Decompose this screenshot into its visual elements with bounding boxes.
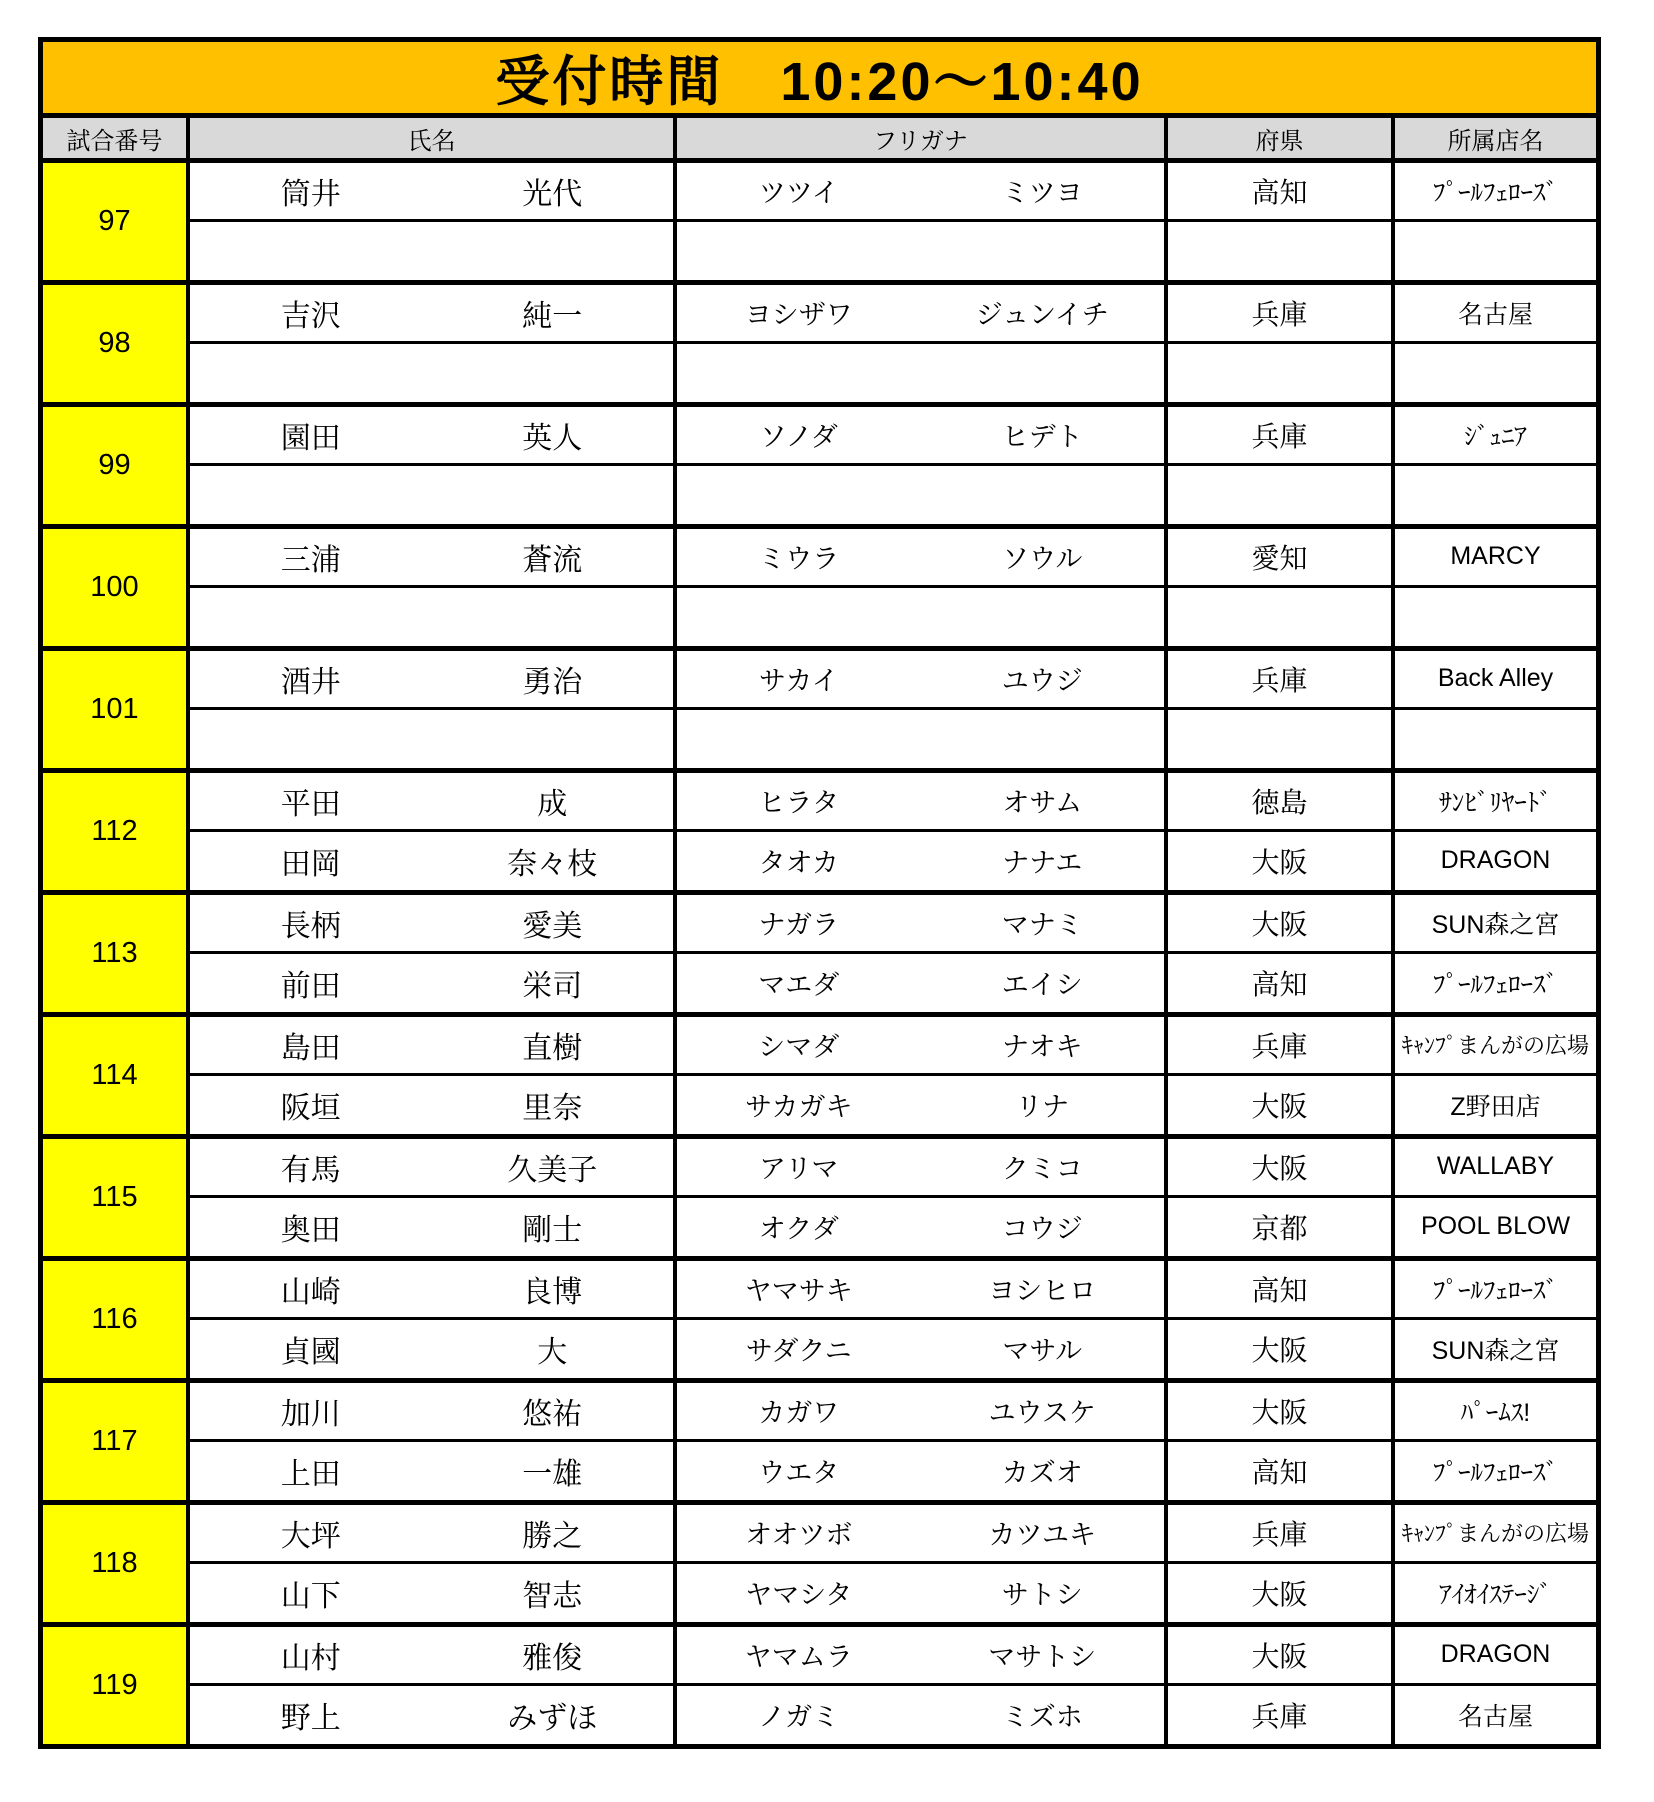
- name-cell: [190, 529, 677, 588]
- furigana-cell: [677, 1076, 1168, 1135]
- player-last-name-kana: カガワ: [758, 1398, 840, 1429]
- name-cell: [190, 466, 677, 525]
- player-first-name-kana: ユウジ: [1001, 666, 1083, 697]
- player-first-name-kana: ユウスケ: [988, 1398, 1096, 1429]
- prefecture-cell: 大阪: [1168, 1564, 1395, 1623]
- player-first-name-kana: クミコ: [1001, 1154, 1083, 1185]
- player-last-name-kana: ヨシザワ: [744, 300, 853, 331]
- shop-cell: 名古屋: [1395, 285, 1596, 344]
- match-number-cell: 100: [43, 529, 190, 646]
- player-last-name-kana: ウエタ: [758, 1458, 840, 1489]
- prefecture-cell: [1168, 466, 1395, 525]
- player-first-name: 悠祐: [522, 1397, 583, 1431]
- player-first-name-kana: ソウル: [1002, 544, 1083, 575]
- player-first-name-kana: ナオキ: [1002, 1032, 1083, 1063]
- player-last-name: 園田: [280, 421, 341, 455]
- prefecture-cell: 大阪: [1168, 895, 1395, 954]
- furigana-cell: [677, 832, 1168, 891]
- player-last-name-kana: タオカ: [758, 848, 839, 879]
- player-last-name-kana: ナガラ: [758, 910, 839, 941]
- prefecture-cell: 大阪: [1168, 1320, 1395, 1379]
- shop-cell: ｱｲｵｲｽﾃｰｼﾞ: [1395, 1564, 1596, 1623]
- player-last-name: 吉沢: [280, 299, 341, 333]
- shop-cell: POOL BLOW: [1395, 1198, 1596, 1257]
- player-last-name: 長柄: [280, 909, 341, 943]
- prefecture-cell: 高知: [1168, 163, 1395, 222]
- col-header-name: 氏名: [190, 118, 677, 158]
- player-first-name-kana: ナナエ: [1002, 848, 1083, 879]
- player-first-name: 愛美: [522, 909, 583, 943]
- prefecture-cell: 大阪: [1168, 1076, 1395, 1135]
- page-title: 受付時間 10:20～10:40: [495, 52, 1144, 112]
- name-cell: [190, 407, 677, 466]
- player-first-name: 勇治: [522, 665, 583, 699]
- player-last-name-kana: マエダ: [758, 970, 840, 1001]
- shop-cell: ﾊﾟｰﾑｽ!: [1395, 1383, 1596, 1442]
- shop-cell: [1395, 588, 1596, 647]
- player-first-name: 光代: [522, 177, 583, 211]
- match-number-cell: 97: [43, 163, 190, 280]
- player-first-name: 久美子: [507, 1153, 598, 1187]
- match-block: [43, 163, 1596, 285]
- prefecture-cell: 京都: [1168, 1198, 1395, 1257]
- name-cell: [190, 1320, 677, 1379]
- player-last-name: 奥田: [280, 1213, 341, 1247]
- player-first-name: 純一: [522, 299, 583, 333]
- name-cell: [190, 285, 677, 344]
- match-block: [43, 285, 1596, 407]
- player-last-name-kana: ノガミ: [758, 1702, 840, 1733]
- shop-cell: [1395, 344, 1596, 403]
- player-last-name: 山下: [280, 1579, 341, 1613]
- prefecture-cell: 高知: [1168, 1261, 1395, 1320]
- name-cell: [190, 1076, 677, 1135]
- player-first-name: 勝之: [522, 1519, 583, 1553]
- shop-cell: ｷｬﾝﾌﾟまんがの広場: [1395, 1017, 1596, 1076]
- shop-cell: Back Alley: [1395, 651, 1596, 710]
- player-first-name-kana: マサル: [1002, 1336, 1083, 1367]
- player-first-name-kana: マナミ: [1001, 910, 1083, 941]
- player-last-name: 前田: [280, 969, 341, 1003]
- player-first-name: 大: [537, 1335, 568, 1369]
- shop-cell: ｷｬﾝﾌﾟまんがの広場: [1395, 1505, 1596, 1564]
- player-first-name: 雅俊: [522, 1641, 583, 1675]
- shop-cell: ｻﾝﾋﾞﾘﾔｰﾄﾞ: [1395, 773, 1596, 832]
- prefecture-cell: 兵庫: [1168, 1017, 1395, 1076]
- furigana-cell: [677, 407, 1168, 466]
- player-first-name: 智志: [522, 1579, 583, 1613]
- shop-cell: [1395, 222, 1596, 281]
- furigana-cell: [677, 466, 1168, 525]
- match-number-cell: 98: [43, 285, 190, 402]
- prefecture-cell: 大阪: [1168, 1383, 1395, 1442]
- furigana-cell: [677, 1320, 1168, 1379]
- name-cell: [190, 1261, 677, 1320]
- match-block: [43, 1505, 1596, 1627]
- furigana-cell: [677, 163, 1168, 222]
- name-cell: [190, 222, 677, 281]
- furigana-cell: [677, 954, 1168, 1013]
- name-cell: [190, 651, 677, 710]
- match-block: [43, 1261, 1596, 1383]
- name-cell: [190, 1686, 677, 1745]
- player-first-name-kana: マサトシ: [988, 1642, 1097, 1673]
- match-block: [43, 529, 1596, 651]
- shop-cell: SUN森之宮: [1395, 895, 1596, 954]
- player-last-name: 上田: [280, 1457, 341, 1491]
- prefecture-cell: 愛知: [1168, 529, 1395, 588]
- player-first-name-kana: ミツヨ: [1001, 178, 1083, 209]
- match-number-cell: 118: [43, 1505, 190, 1622]
- player-last-name-kana: サダクニ: [745, 1336, 852, 1367]
- furigana-cell: [677, 1505, 1168, 1564]
- prefecture-cell: 兵庫: [1168, 651, 1395, 710]
- match-block: [43, 773, 1596, 895]
- furigana-cell: [677, 588, 1168, 647]
- shop-cell: ﾌﾟｰﾙﾌｪﾛｰｽﾞ: [1395, 954, 1596, 1013]
- player-first-name-kana: ヨシヒロ: [988, 1276, 1097, 1307]
- player-first-name: 英人: [522, 421, 583, 455]
- reception-sheet: [38, 37, 1601, 1749]
- furigana-cell: [677, 1383, 1168, 1442]
- furigana-cell: [677, 1261, 1168, 1320]
- player-first-name: 良博: [522, 1275, 583, 1309]
- prefecture-cell: [1168, 710, 1395, 769]
- match-block: [43, 651, 1596, 773]
- name-cell: [190, 1383, 677, 1442]
- name-cell: [190, 710, 677, 769]
- shop-cell: [1395, 466, 1596, 525]
- furigana-cell: [677, 222, 1168, 281]
- player-last-name-kana: シマダ: [758, 1032, 840, 1063]
- prefecture-cell: 兵庫: [1168, 407, 1395, 466]
- player-last-name: 平田: [280, 787, 341, 821]
- player-first-name-kana: ヒデト: [1001, 422, 1083, 453]
- name-cell: [190, 832, 677, 891]
- name-cell: [190, 1505, 677, 1564]
- player-first-name-kana: ミズホ: [1001, 1702, 1083, 1733]
- match-block: [43, 1017, 1596, 1139]
- col-header-prefecture: 府県: [1168, 118, 1395, 158]
- prefecture-cell: 兵庫: [1168, 285, 1395, 344]
- player-first-name-kana: ジュンイチ: [975, 300, 1109, 331]
- match-block: [43, 1139, 1596, 1261]
- name-cell: [190, 1017, 677, 1076]
- name-cell: [190, 163, 677, 222]
- name-cell: [190, 588, 677, 647]
- player-last-name-kana: サカガキ: [745, 1092, 853, 1123]
- prefecture-cell: 兵庫: [1168, 1686, 1395, 1745]
- col-header-furigana: フリガナ: [677, 118, 1168, 158]
- player-last-name-kana: ヤマシタ: [745, 1580, 853, 1611]
- match-block: [43, 895, 1596, 1017]
- furigana-cell: [677, 1627, 1168, 1686]
- furigana-cell: [677, 895, 1168, 954]
- player-last-name: 筒井: [280, 177, 341, 211]
- player-last-name-kana: ソノダ: [759, 422, 838, 453]
- shop-cell: ﾌﾟｰﾙﾌｪﾛｰｽﾞ: [1395, 1261, 1596, 1320]
- prefecture-cell: 大阪: [1168, 1627, 1395, 1686]
- shop-cell: ﾌﾟｰﾙﾌｪﾛｰｽﾞ: [1395, 1442, 1596, 1501]
- shop-cell: SUN森之宮: [1395, 1320, 1596, 1379]
- match-number-cell: 117: [43, 1383, 190, 1500]
- player-last-name-kana: オクダ: [758, 1214, 839, 1245]
- match-block: [43, 407, 1596, 529]
- furigana-cell: [677, 1139, 1168, 1198]
- player-last-name-kana: ヤマムラ: [744, 1642, 853, 1673]
- player-first-name-kana: オサム: [1002, 788, 1083, 819]
- name-cell: [190, 895, 677, 954]
- player-last-name: 酒井: [280, 665, 341, 699]
- furigana-cell: [677, 773, 1168, 832]
- prefecture-cell: 徳島: [1168, 773, 1395, 832]
- shop-cell: 名古屋: [1395, 1686, 1596, 1745]
- prefecture-cell: [1168, 222, 1395, 281]
- name-cell: [190, 1139, 677, 1198]
- player-last-name: 山村: [280, 1641, 341, 1675]
- player-first-name-kana: サトシ: [1001, 1580, 1083, 1611]
- player-first-name: 剛士: [522, 1213, 583, 1247]
- player-first-name: 里奈: [522, 1091, 583, 1125]
- player-last-name: 大坪: [280, 1519, 341, 1553]
- match-block: [43, 1627, 1596, 1744]
- player-first-name-kana: カツユキ: [988, 1520, 1096, 1551]
- match-number-cell: 101: [43, 651, 190, 768]
- furigana-cell: [677, 1442, 1168, 1501]
- prefecture-cell: 大阪: [1168, 832, 1395, 891]
- name-cell: [190, 344, 677, 403]
- shop-cell: ｼﾞｭﾆｱ: [1395, 407, 1596, 466]
- title-banner: [38, 37, 1601, 118]
- player-last-name: 島田: [280, 1031, 341, 1065]
- shop-cell: MARCY: [1395, 529, 1596, 588]
- table-header-row: [43, 118, 1596, 163]
- name-cell: [190, 1198, 677, 1257]
- player-first-name-kana: コウジ: [1001, 1214, 1083, 1245]
- player-last-name: 貞國: [280, 1335, 341, 1369]
- player-last-name: 山崎: [280, 1275, 341, 1309]
- name-cell: [190, 773, 677, 832]
- player-last-name-kana: オオツボ: [745, 1520, 853, 1551]
- player-last-name-kana: ツツイ: [758, 178, 839, 209]
- prefecture-cell: [1168, 344, 1395, 403]
- match-number-cell: 115: [43, 1139, 190, 1256]
- player-last-name: 加川: [280, 1397, 341, 1431]
- player-last-name: 阪垣: [280, 1091, 341, 1125]
- player-first-name: 成: [537, 787, 568, 821]
- player-first-name: みずほ: [507, 1701, 598, 1735]
- furigana-cell: [677, 344, 1168, 403]
- shop-cell: Z野田店: [1395, 1076, 1596, 1135]
- prefecture-cell: 大阪: [1168, 1139, 1395, 1198]
- prefecture-cell: 高知: [1168, 1442, 1395, 1501]
- player-first-name: 一雄: [522, 1457, 583, 1491]
- reception-table: [38, 118, 1601, 1749]
- player-last-name-kana: ヒラタ: [758, 788, 840, 819]
- match-number-cell: 99: [43, 407, 190, 524]
- player-last-name-kana: ヤマサキ: [744, 1276, 853, 1307]
- player-first-name-kana: カズオ: [1001, 1458, 1083, 1489]
- furigana-cell: [677, 285, 1168, 344]
- player-last-name-kana: アリマ: [759, 1154, 839, 1185]
- player-first-name-kana: エイシ: [1001, 970, 1083, 1001]
- name-cell: [190, 1442, 677, 1501]
- furigana-cell: [677, 529, 1168, 588]
- furigana-cell: [677, 1198, 1168, 1257]
- match-number-cell: 119: [43, 1627, 190, 1744]
- player-first-name-kana: リナ: [1015, 1092, 1069, 1123]
- col-header-shop: 所属店名: [1395, 118, 1596, 158]
- match-blocks: [43, 163, 1596, 1744]
- match-number-cell: 113: [43, 895, 190, 1012]
- shop-cell: ﾌﾟｰﾙﾌｪﾛｰｽﾞ: [1395, 163, 1596, 222]
- furigana-cell: [677, 710, 1168, 769]
- name-cell: [190, 1564, 677, 1623]
- prefecture-cell: [1168, 588, 1395, 647]
- prefecture-cell: 高知: [1168, 954, 1395, 1013]
- shop-cell: DRAGON: [1395, 832, 1596, 891]
- furigana-cell: [677, 1564, 1168, 1623]
- player-first-name: 蒼流: [522, 543, 583, 577]
- shop-cell: DRAGON: [1395, 1627, 1596, 1686]
- player-last-name: 田岡: [280, 847, 341, 881]
- match-number-cell: 114: [43, 1017, 190, 1134]
- col-header-match-number: 試合番号: [43, 118, 190, 158]
- player-last-name-kana: サカイ: [758, 666, 839, 697]
- shop-cell: WALLABY: [1395, 1139, 1596, 1198]
- player-first-name: 奈々枝: [507, 847, 598, 881]
- player-last-name: 野上: [280, 1701, 341, 1735]
- player-last-name: 三浦: [280, 543, 341, 577]
- furigana-cell: [677, 651, 1168, 710]
- player-first-name: 栄司: [522, 969, 583, 1003]
- match-block: [43, 1383, 1596, 1505]
- name-cell: [190, 954, 677, 1013]
- name-cell: [190, 1627, 677, 1686]
- match-number-cell: 112: [43, 773, 190, 890]
- player-last-name: 有馬: [280, 1153, 341, 1187]
- furigana-cell: [677, 1017, 1168, 1076]
- shop-cell: [1395, 710, 1596, 769]
- match-number-cell: 116: [43, 1261, 190, 1378]
- prefecture-cell: 兵庫: [1168, 1505, 1395, 1564]
- furigana-cell: [677, 1686, 1168, 1745]
- player-last-name-kana: ミウラ: [758, 544, 840, 575]
- player-first-name: 直樹: [522, 1031, 583, 1065]
